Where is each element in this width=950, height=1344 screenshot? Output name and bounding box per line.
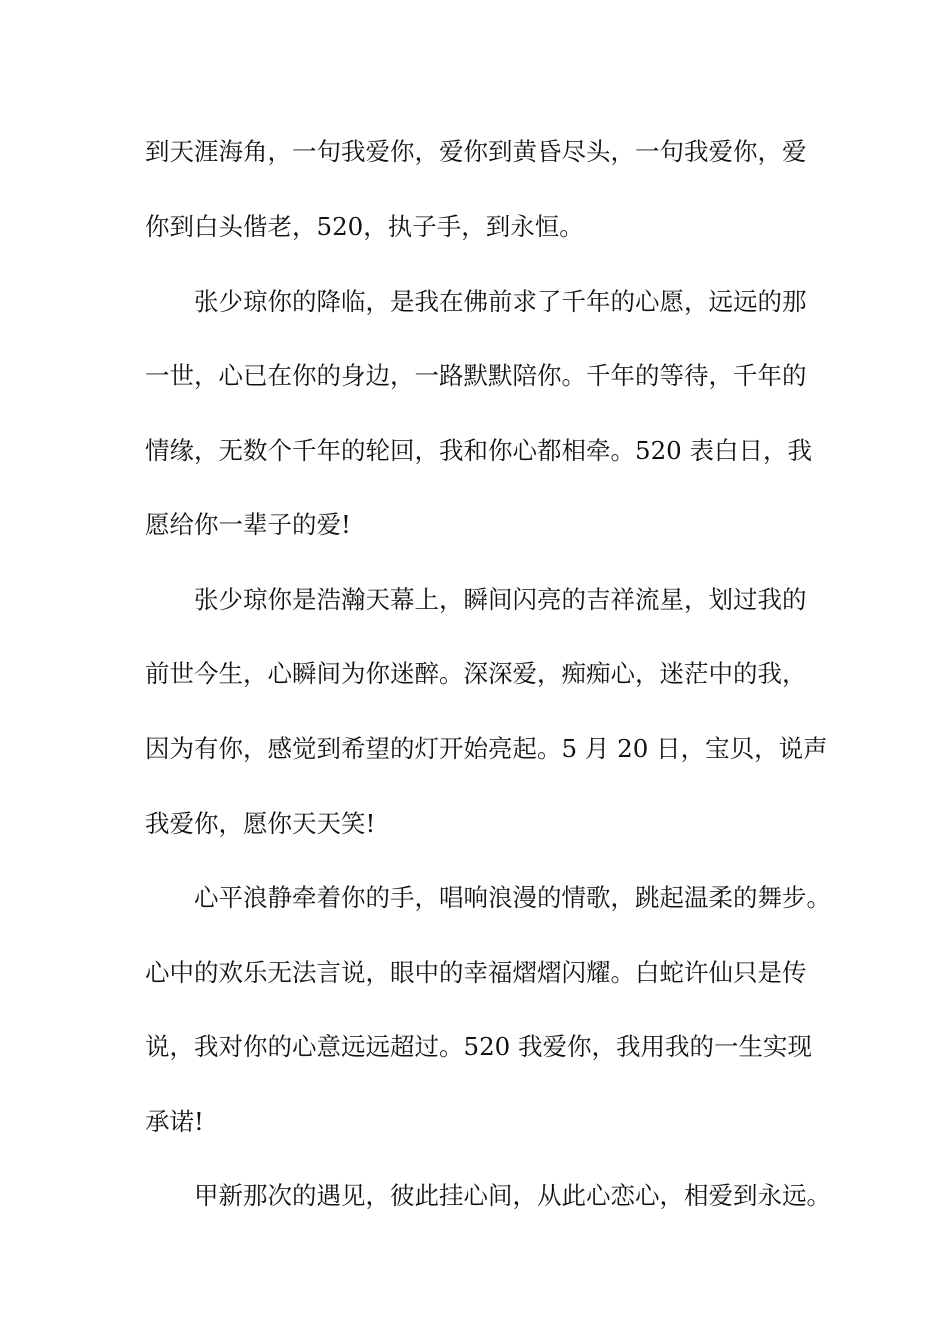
paragraph-first-line: 甲新那次的遇见，彼此挂心间，从此心恋心，相爱到永远。 [194, 1181, 831, 1210]
text-line: 因为有你，感觉到希望的灯开始亮起。5 月 20 日，宝贝，说声 [145, 734, 828, 763]
text-line: 愿给你一辈子的爱! [145, 510, 351, 539]
text-line: 承诺! [145, 1107, 204, 1136]
paragraph-first-line: 心平浪静牵着你的手，唱响浪漫的情歌，跳起温柔的舞步。 [194, 883, 831, 912]
text-line: 你到白头偕老，520，执子手，到永恒。 [145, 212, 584, 241]
text-line: 我爱你，愿你天天笑! [145, 809, 376, 838]
text-line: 一世，心已在你的身边，一路默默陪你。千年的等待，千年的 [145, 361, 807, 390]
paragraph-first-line: 张少琼你是浩瀚天幕上，瞬间闪亮的吉祥流星，划过我的 [194, 585, 807, 614]
text-line: 心中的欢乐无法言说，眼中的幸福熠熠闪耀。白蛇许仙只是传 [145, 958, 807, 987]
text-line: 前世今生，心瞬间为你迷醉。深深爱，痴痴心，迷茫中的我， [145, 659, 807, 688]
text-line: 说，我对你的心意远远超过。520 我爱你，我用我的一生实现 [145, 1032, 813, 1061]
paragraph-first-line: 张少琼你的降临，是我在佛前求了千年的心愿，远远的那 [194, 287, 807, 316]
text-line: 到天涯海角，一句我爱你，爱你到黄昏尽头，一句我爱你，爱 [145, 137, 807, 166]
text-line: 情缘，无数个千年的轮回，我和你心都相牵。520 表白日，我 [145, 436, 813, 465]
